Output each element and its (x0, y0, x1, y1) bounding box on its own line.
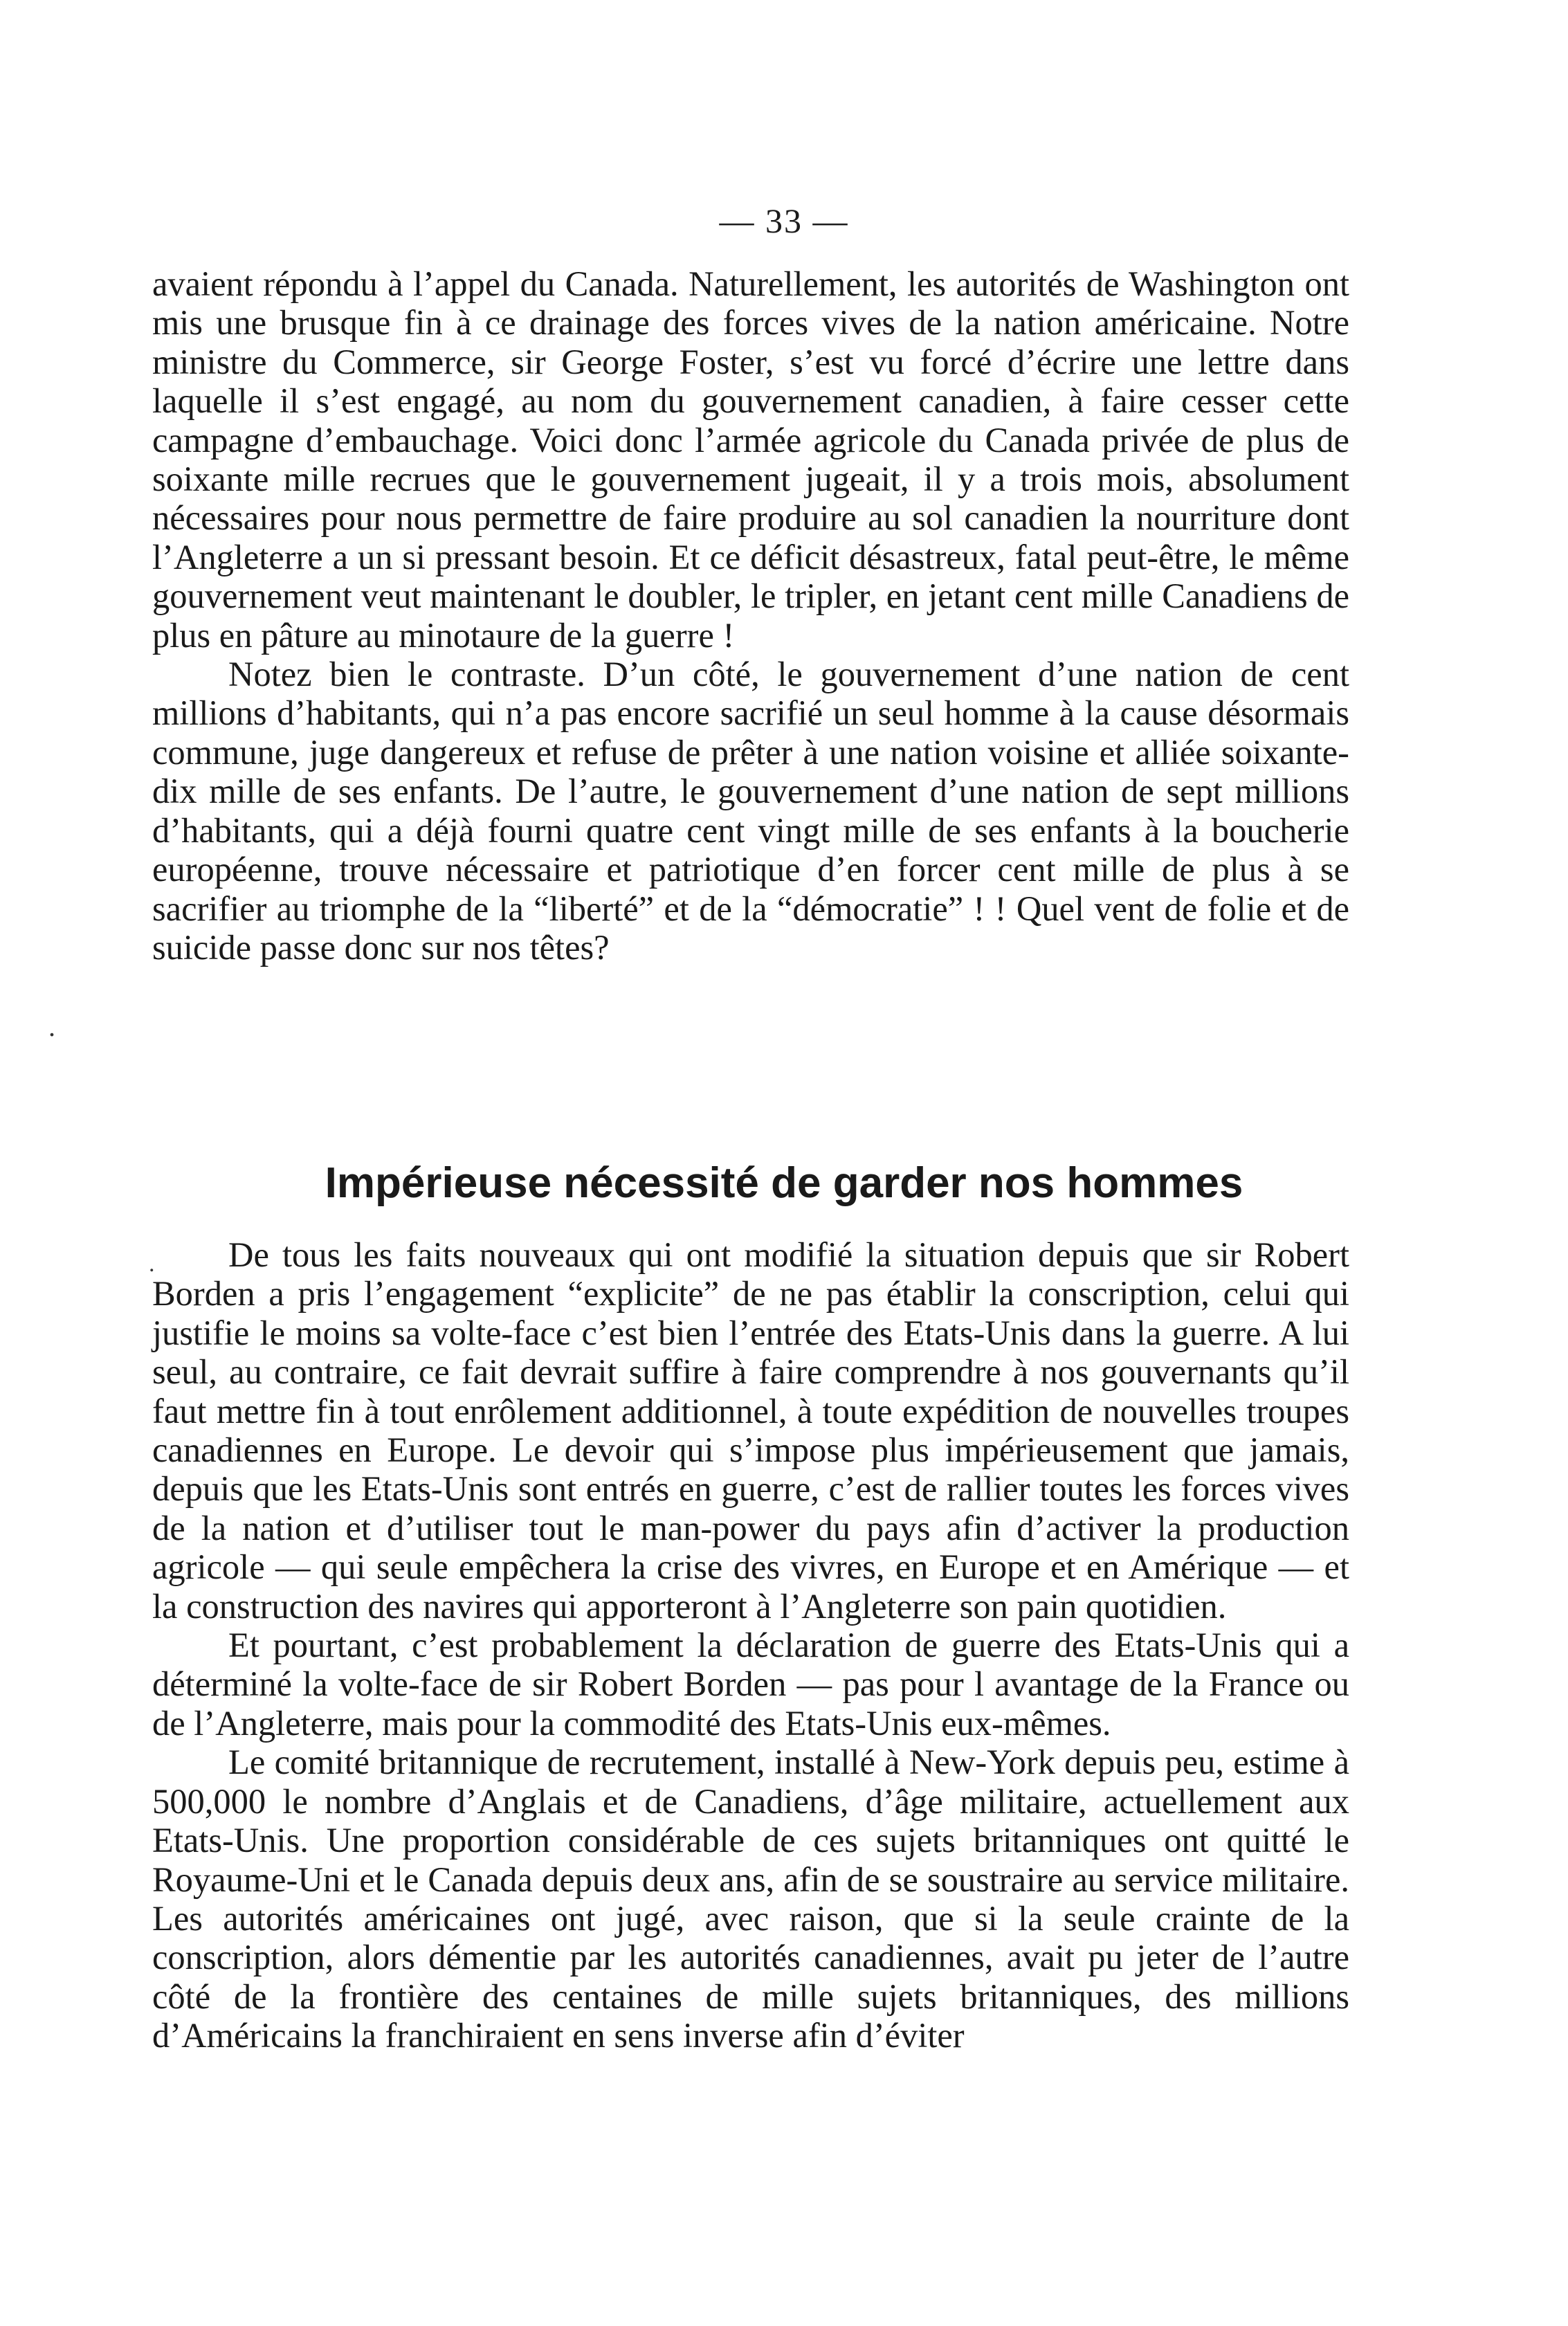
stray-mark: . (149, 1251, 155, 1277)
stray-mark: . (48, 1011, 55, 1042)
section-two-body (152, 1235, 1349, 2055)
paragraph-declaration: Et pourtant, c’est probablement la déclaration de guerre des Etats-Unis qui a déterminé la volte-face de sir Robert Borden — pas pour l avantage de la France ou de l’Angleterre, mais pour la commodité des Etats-Unis eux-mêmes. (152, 1626, 1349, 1743)
section-heading: Impérieuse nécessité de garder nos hommes (325, 1159, 1243, 1207)
paragraph-contrast: Notez bien le contraste. D’un côté, le gouvernement d’une nation de cent millions d’habitants, qui n’a pas encore sacrifié un seul homme à la cause désormais commune, juge dangereux et refuse de prêter à une nation voisine et alliée soixante-dix mille de ses enfants. De l’autre, le gouvernement d’une nation de sept millions d’habitants, qui a déjà fourni quatre cent vingt mille de ses enfants à la boucherie européenne, trouve nécessaire et patriotique d’en forcer cent mille de plus à se sacrifier au triomphe de la “liberté” et de la “démocratie” ! ! Quel vent de folie et de suicide passe donc sur nos têtes? (152, 655, 1349, 967)
paragraph-recruitment: Le comité britannique de recrutement, installé à New-York depuis peu, estime à 500,000 le nombre d’Anglais et de Canadiens, d’âge militaire, actuellement aux Etats-Unis. Une proportion considérable de ces sujets britanniques ont quitté le Royaume-Uni et le Canada depuis deux ans, afin de se soustraire au service militaire. Les autorités américaines ont jugé, avec raison, que si la seule crainte de la conscription, alors démentie par les autorités canadiennes, avait pu jeter de l’autre côté de la frontière des centaines de mille sujets britanniques, des millions d’Américains la franchiraient en sens inverse afin d’éviter (152, 1743, 1349, 2055)
paragraph-new-facts: De tous les faits nouveaux qui ont modifié la situation depuis que sir Robert Borden a pris l’engagement “explicite” de ne pas établir la conscription, celui qui justifie le moins sa volte-face c’est bien l’entrée des Etats-Unis dans la guerre. A lui seul, au contraire, ce fait devrait suffire à faire comprendre à nos gouvernants qu’il faut mettre fin à tout enrôlement additionnel, à toute expédition de nouvelles troupes canadiennes en Europe. Le devoir qui s’impose plus impérieusement que jamais, depuis que les Etats-Unis sont entrés en guerre, c’est de rallier toutes les forces vives de la nation et d’utiliser tout le man-power du pays afin d’activer la production agricole — qui seule empêchera la crise des vivres, en Europe et en Amérique — et la construction des navires qui apporteront à l’Angleterre son pain quotidien. (152, 1235, 1349, 1626)
paragraph-continuation: avaient répondu à l’appel du Canada. Naturellement, les autorités de Washington ont mis une brusque fin à ce drainage des forces vives de la nation américaine. Notre ministre du Commerce, sir George Foster, s’est vu forcé d’écrire une lettre dans laquelle il s’est engagé, au nom du gouvernement canadien, à faire cesser cette campagne d’embauchage. Voici donc l’armée agricole du Canada privée de plus de soixante mille recrues que le gouvernement jugeait, il y a trois mois, absolument nécessaires pour nous permettre de faire produire au sol canadien la nourriture dont l’Angleterre a un si pressant besoin. Et ce déficit désastreux, fatal peut-être, le même gouvernement veut maintenant le doubler, le tripler, en jetant cent mille Canadiens de plus en pâture au minotaure de la guerre ! (152, 264, 1349, 655)
page-number: — 33 — (719, 201, 849, 240)
section-one-body (152, 264, 1349, 967)
